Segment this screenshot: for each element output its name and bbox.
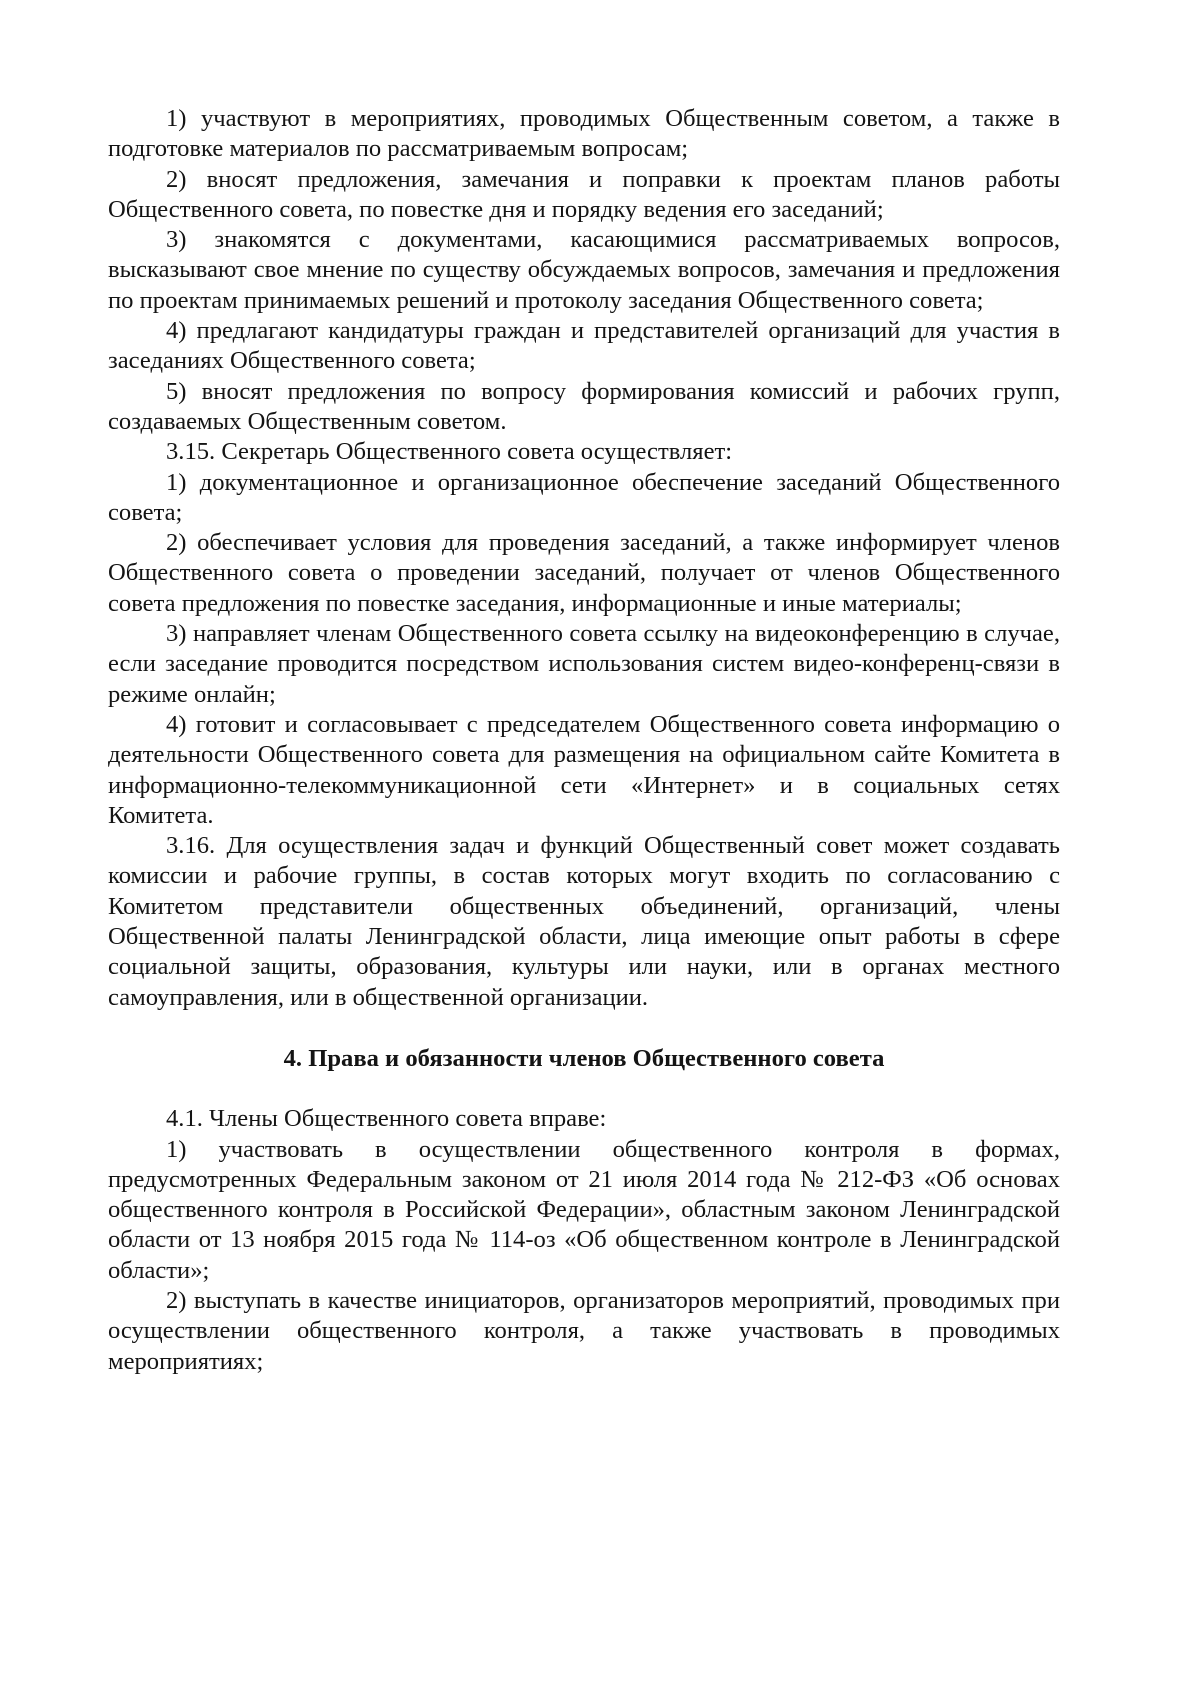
paragraph: 3) направляет членам Общественного совета ссылку на видеоконференцию в случае, если заседание проводится посредством использования систем видео-конференц-связи в режиме онлайн; [108,620,1060,708]
paragraph: 3) знакомятся с документами, касающимися рассматриваемых вопросов, высказывают свое мнение по существу обсуждаемых вопросов, замечания и предложения по проектам принимаемых решений и протоколу заседания Общественного совета; [108,226,1060,314]
paragraph: 4) готовит и согласовывает с председателем Общественного совета информацию о деятельности Общественного совета для размещения на официальном сайте Комитета в информационно-телекоммуникационной сети «Интернет» и в социальных сетях Комитета. [108,710,1060,829]
document-page [108,104,1060,1377]
section-heading: 4. Права и обязанности членов Общественного совета [283,1044,885,1072]
paragraph: 2) вносят предложения, замечания и поправки к проектам планов работы Общественного совета, по повестке дня и порядку ведения его заседаний; [108,165,1060,223]
paragraph: 4.1. Члены Общественного совета вправе: [166,1105,607,1133]
paragraph: 4) предлагают кандидатуры граждан и представителей организаций для участия в заседаниях Общественного совета; [108,317,1060,375]
paragraph: 5) вносят предложения по вопросу формирования комиссий и рабочих групп, создаваемых Общественным советом. [108,377,1060,435]
paragraph: 2) обеспечивает условия для проведения заседаний, а также информирует членов Общественного совета о проведении заседаний, получает от членов Общественного совета предложения по повестке заседания, информационные и иные материалы; [108,529,1060,617]
paragraph: 1) документационное и организационное обеспечение заседаний Общественного совета; [108,468,1060,526]
paragraph: 1) участвовать в осуществлении общественного контроля в формах, предусмотренных Федеральным законом от 21 июля 2014 года № 212-ФЗ «Об основах общественного контроля в Российской Федерации», областным законом Ленинградской области от 13 ноября 2015 года № 114-оз «Об общественном контроле в Ленинградской области»; [108,1135,1060,1284]
paragraph: 2) выступать в качестве инициаторов, организаторов мероприятий, проводимых при осуществлении общественного контроля, а также участвовать в проводимых мероприятиях; [108,1286,1060,1375]
paragraph: 3.15. Секретарь Общественного совета осуществляет: [166,438,733,466]
paragraph: 3.16. Для осуществления задач и функций Общественный совет может создавать комиссии и рабочие группы, в состав которых могут входить по согласованию с Комитетом представители общественных объединений, организаций, члены Общественной палаты Ленинградской области, лица имеющие опыт работы в сфере социальной защиты, образования, культуры или науки, или в органах местного самоуправления, или в общественной организации. [108,832,1060,1011]
paragraph: 1) участвуют в мероприятиях, проводимых Общественным советом, а также в подготовке материалов по рассматриваемым вопросам; [108,105,1060,163]
